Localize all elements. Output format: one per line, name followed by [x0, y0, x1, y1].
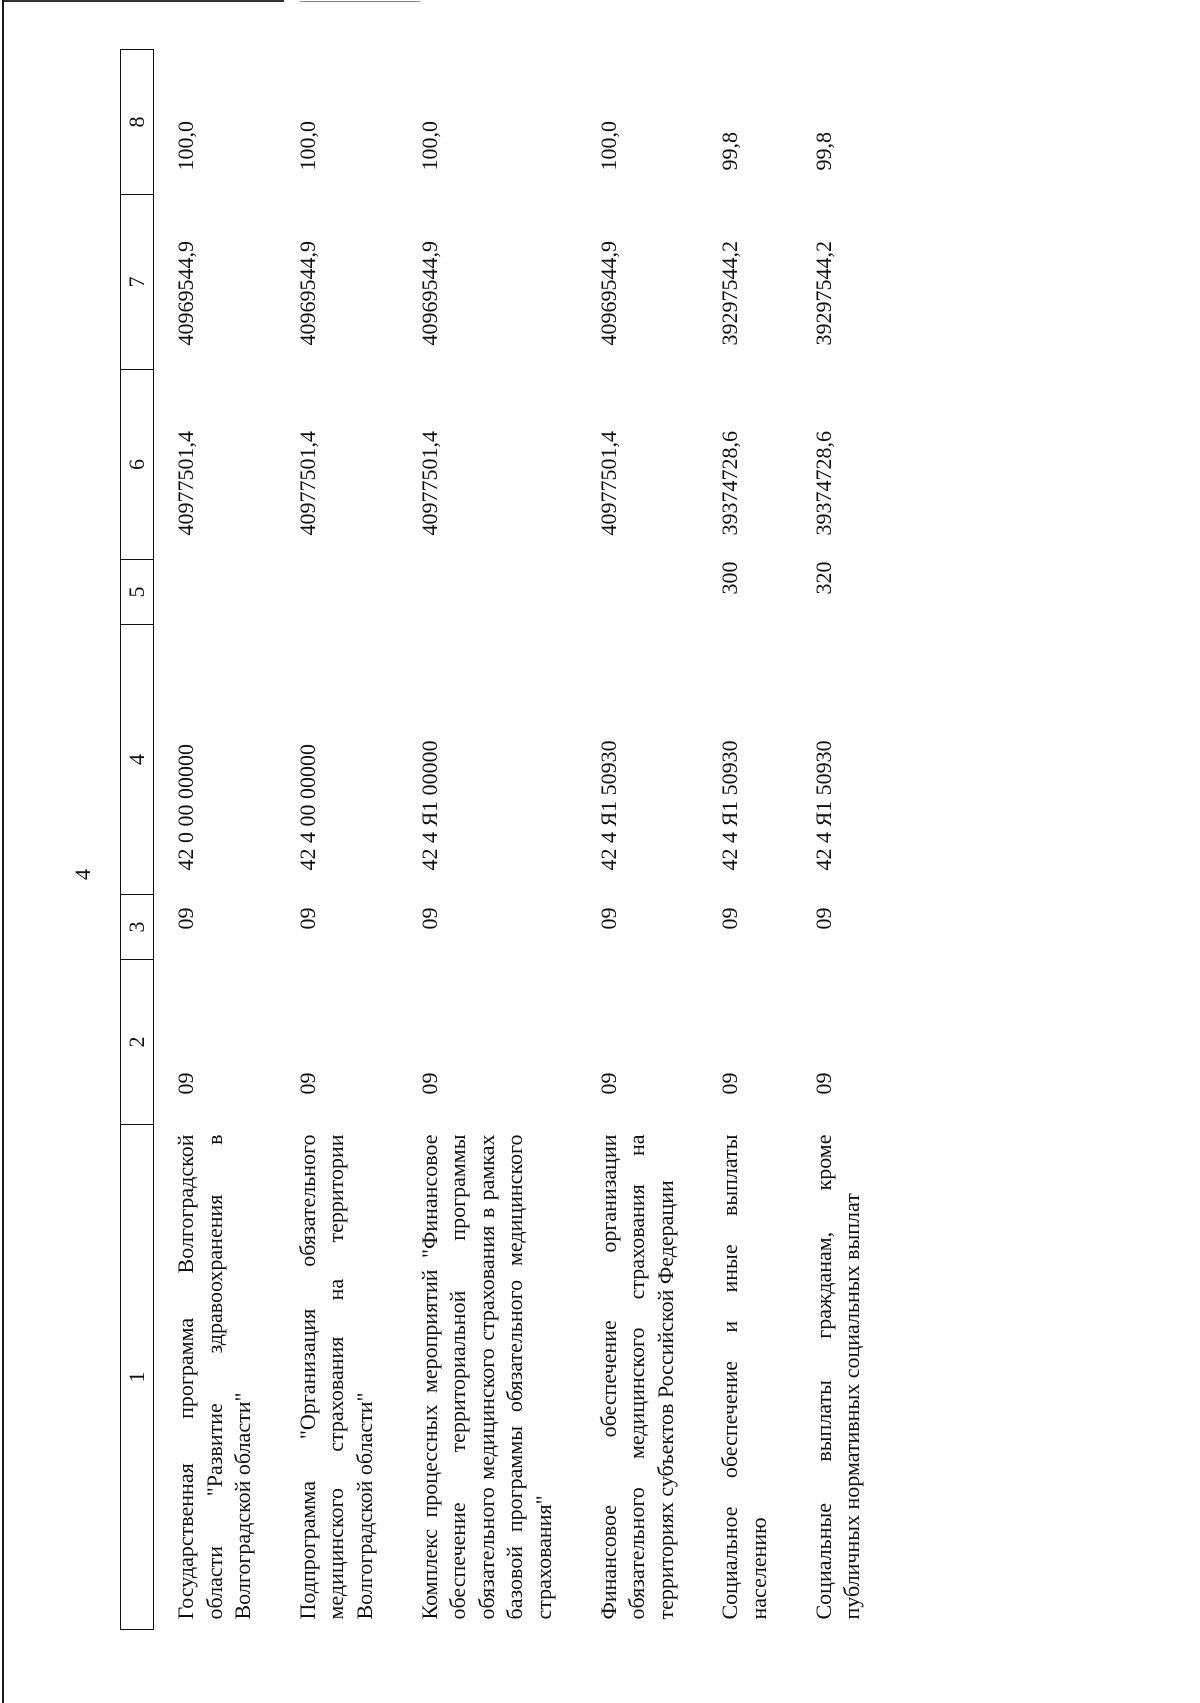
row-col-5	[276, 560, 398, 625]
row-col-4: 42 4 Я1 00000	[416, 740, 442, 871]
row-col-7: 40969544,9	[294, 241, 320, 346]
row-col-5	[154, 560, 276, 625]
scan-edge-left	[2, 0, 4, 1703]
row-col-8: 99,8	[810, 132, 836, 171]
table-row	[792, 50, 885, 1630]
row-col-3: 09	[416, 907, 442, 930]
row-col-6: 39374728,6	[810, 431, 836, 536]
row-col-5	[398, 560, 577, 625]
row-col-4: 42 4 Я1 50930	[717, 740, 743, 871]
row-col-4: 42 4 Я1 50930	[810, 740, 836, 871]
row-col-7: 40969544,9	[595, 241, 621, 346]
row-col-7: 40969544,9	[173, 241, 198, 346]
row-col-7: 39297544,2	[717, 241, 743, 346]
row-col-2: 09	[294, 1072, 320, 1095]
row-col-8: 100,0	[416, 121, 442, 171]
row-name: Подпрограмма "Организация обязательного медицинского страхования на территории Волгоградской области"	[294, 1134, 377, 1620]
row-col-8: 100,0	[173, 121, 198, 171]
header-col-4: 4	[121, 625, 154, 895]
row-col-6: 40977501,4	[173, 431, 198, 536]
row-name: Социальное обеспечение и иные выплаты населению	[717, 1134, 771, 1620]
row-col-6: 40977501,4	[595, 431, 621, 536]
row-col-3: 09	[595, 907, 621, 930]
row-name: Социальные выплаты гражданам, кроме публичных нормативных социальных выплат	[810, 1134, 865, 1620]
row-col-7: 39297544,2	[810, 241, 836, 346]
row-col-8: 99,8	[717, 132, 743, 171]
row-col-4: 42 4 Я1 50930	[595, 740, 621, 871]
table-row	[276, 50, 398, 1630]
row-col-6: 40977501,4	[294, 431, 320, 536]
row-col-2: 09	[595, 1072, 621, 1095]
budget-table	[120, 49, 885, 1630]
row-col-3: 09	[810, 907, 836, 930]
table-row	[398, 50, 577, 1630]
row-col-4: 42 0 00 00000	[173, 744, 198, 871]
row-col-5: 320	[810, 561, 836, 595]
row-col-6: 40977501,4	[416, 431, 442, 536]
row-col-8: 100,0	[595, 121, 621, 171]
row-col-2: 09	[416, 1072, 442, 1095]
header-col-6: 6	[121, 370, 154, 560]
row-col-5: 300	[717, 561, 743, 595]
header-col-3: 3	[121, 895, 154, 960]
row-col-6: 39374728,6	[717, 431, 743, 536]
row-col-8: 100,0	[294, 121, 320, 171]
row-col-3: 09	[717, 907, 743, 930]
rotated-page	[60, 0, 1140, 1700]
row-col-2: 09	[173, 1072, 198, 1095]
row-col-5	[577, 560, 699, 625]
row-col-3: 09	[173, 907, 198, 930]
row-col-2: 09	[717, 1072, 743, 1095]
header-col-2: 2	[121, 960, 154, 1125]
row-col-2: 09	[810, 1072, 836, 1095]
table-row	[154, 50, 276, 1630]
page-number: 4	[70, 869, 95, 880]
header-col-8: 8	[121, 50, 154, 195]
row-name: Финансовое обеспечение организации обязательного медицинского страхования на территориях субъектов Российской Федерации	[595, 1134, 678, 1620]
header-col-1: 1	[121, 1125, 154, 1630]
header-col-5: 5	[121, 560, 154, 625]
table-row	[577, 50, 699, 1630]
row-col-7: 40969544,9	[416, 241, 442, 346]
row-col-4: 42 4 00 00000	[294, 744, 320, 871]
row-name: Государственная программа Волгоградской области "Развитие здравоохранения в Волгоградской области"	[173, 1134, 256, 1620]
table-row	[698, 50, 791, 1630]
header-row	[121, 50, 154, 1630]
header-col-7: 7	[121, 195, 154, 370]
row-col-3: 09	[294, 907, 320, 930]
row-name: Комплекс процессных мероприятий "Финансовое обеспечение территориальной программы обязательного медицинского страхования в рамках базовой программы обязательного медицинского страхования"	[416, 1134, 556, 1620]
